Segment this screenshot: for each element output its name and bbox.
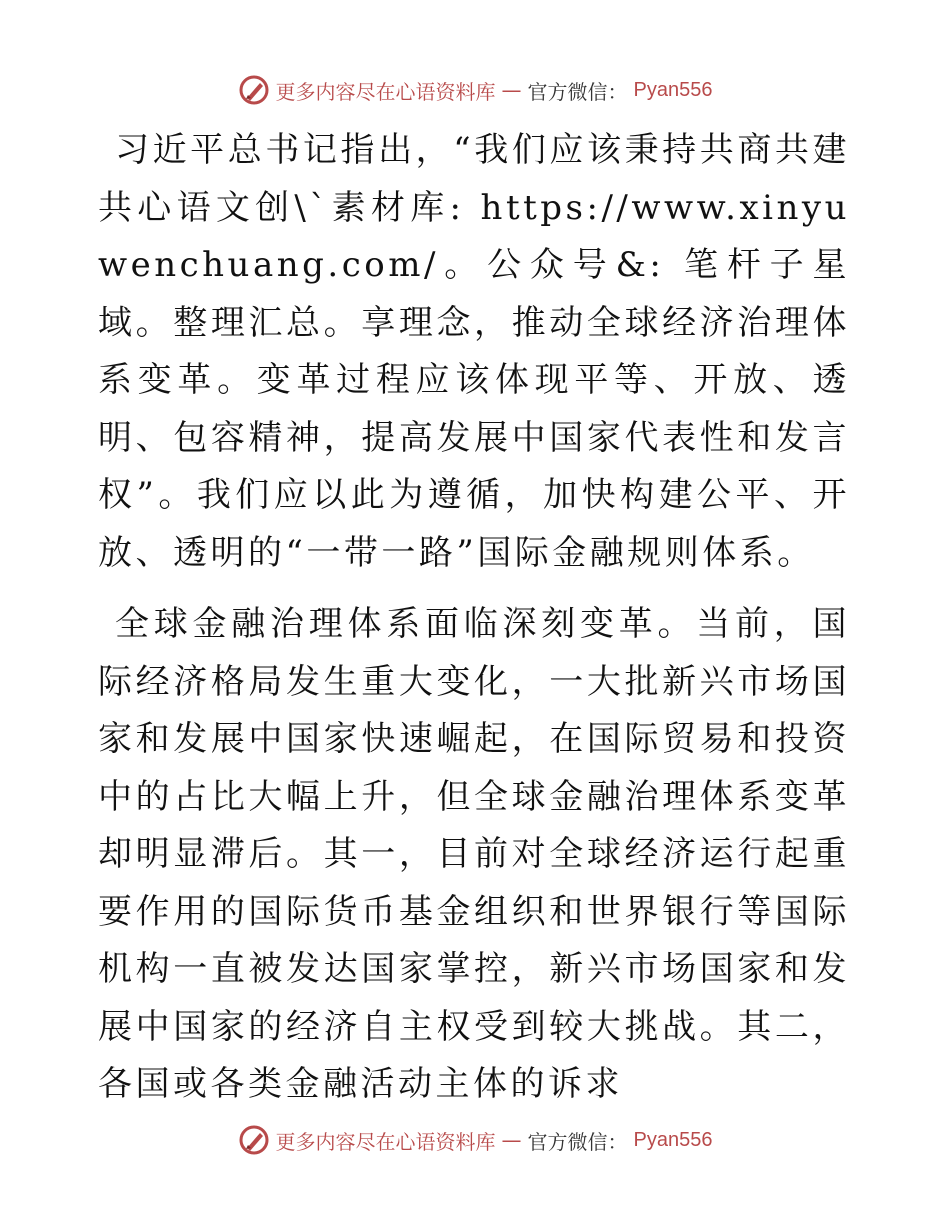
banner-separator: — xyxy=(501,78,522,102)
banner-wechat-label: 官方微信： xyxy=(527,79,628,104)
banner-text: 更多内容尽在心语资料库 xyxy=(275,1129,496,1154)
banner-wechat-id: Pyan556 xyxy=(633,78,713,101)
banner-wechat-label: 官方微信： xyxy=(527,1129,628,1154)
pen-logo-icon xyxy=(238,1124,270,1156)
banner-wechat-id: Pyan556 xyxy=(633,1128,713,1151)
pen-logo-icon xyxy=(238,74,270,106)
banner-text: 更多内容尽在心语资料库 xyxy=(275,79,496,104)
header-watermark-banner xyxy=(0,70,950,110)
footer-watermark-banner xyxy=(0,1120,950,1160)
paragraph-1: 习近平总书记指出，“我们应该秉持共商共建共心语文创\`素材库: https://www.xinyuwenchuang.com/。公众号&: 笔杆子星域。整理汇总。享理念，推动全球经济治理体系变革。变革过程应该体现平等、开放、透明、包容精神，提高发展中国家代表性和发言权”。我们应以此为遵循，加快构建公平、开放、透明的“一带一路”国际金融规则体系。 xyxy=(98,130,850,573)
banner-separator: — xyxy=(501,1128,522,1152)
paragraph-2: 全球金融治理体系面临深刻变革。当前，国际经济格局发生重大变化，一大批新兴市场国家和发展中国家快速崛起，在国际贸易和投资中的占比大幅上升，但全球金融治理体系变革却明显滞后。其一，目前对全球经济运行起重要作用的国际货币基金组织和世界银行等国际机构一直被发达国家掌控，新兴市场国家和发展中国家的经济自主权受到较大挑战。其二，各国或各类金融活动主体的诉求 xyxy=(98,604,850,1104)
document-body xyxy=(98,122,850,1126)
